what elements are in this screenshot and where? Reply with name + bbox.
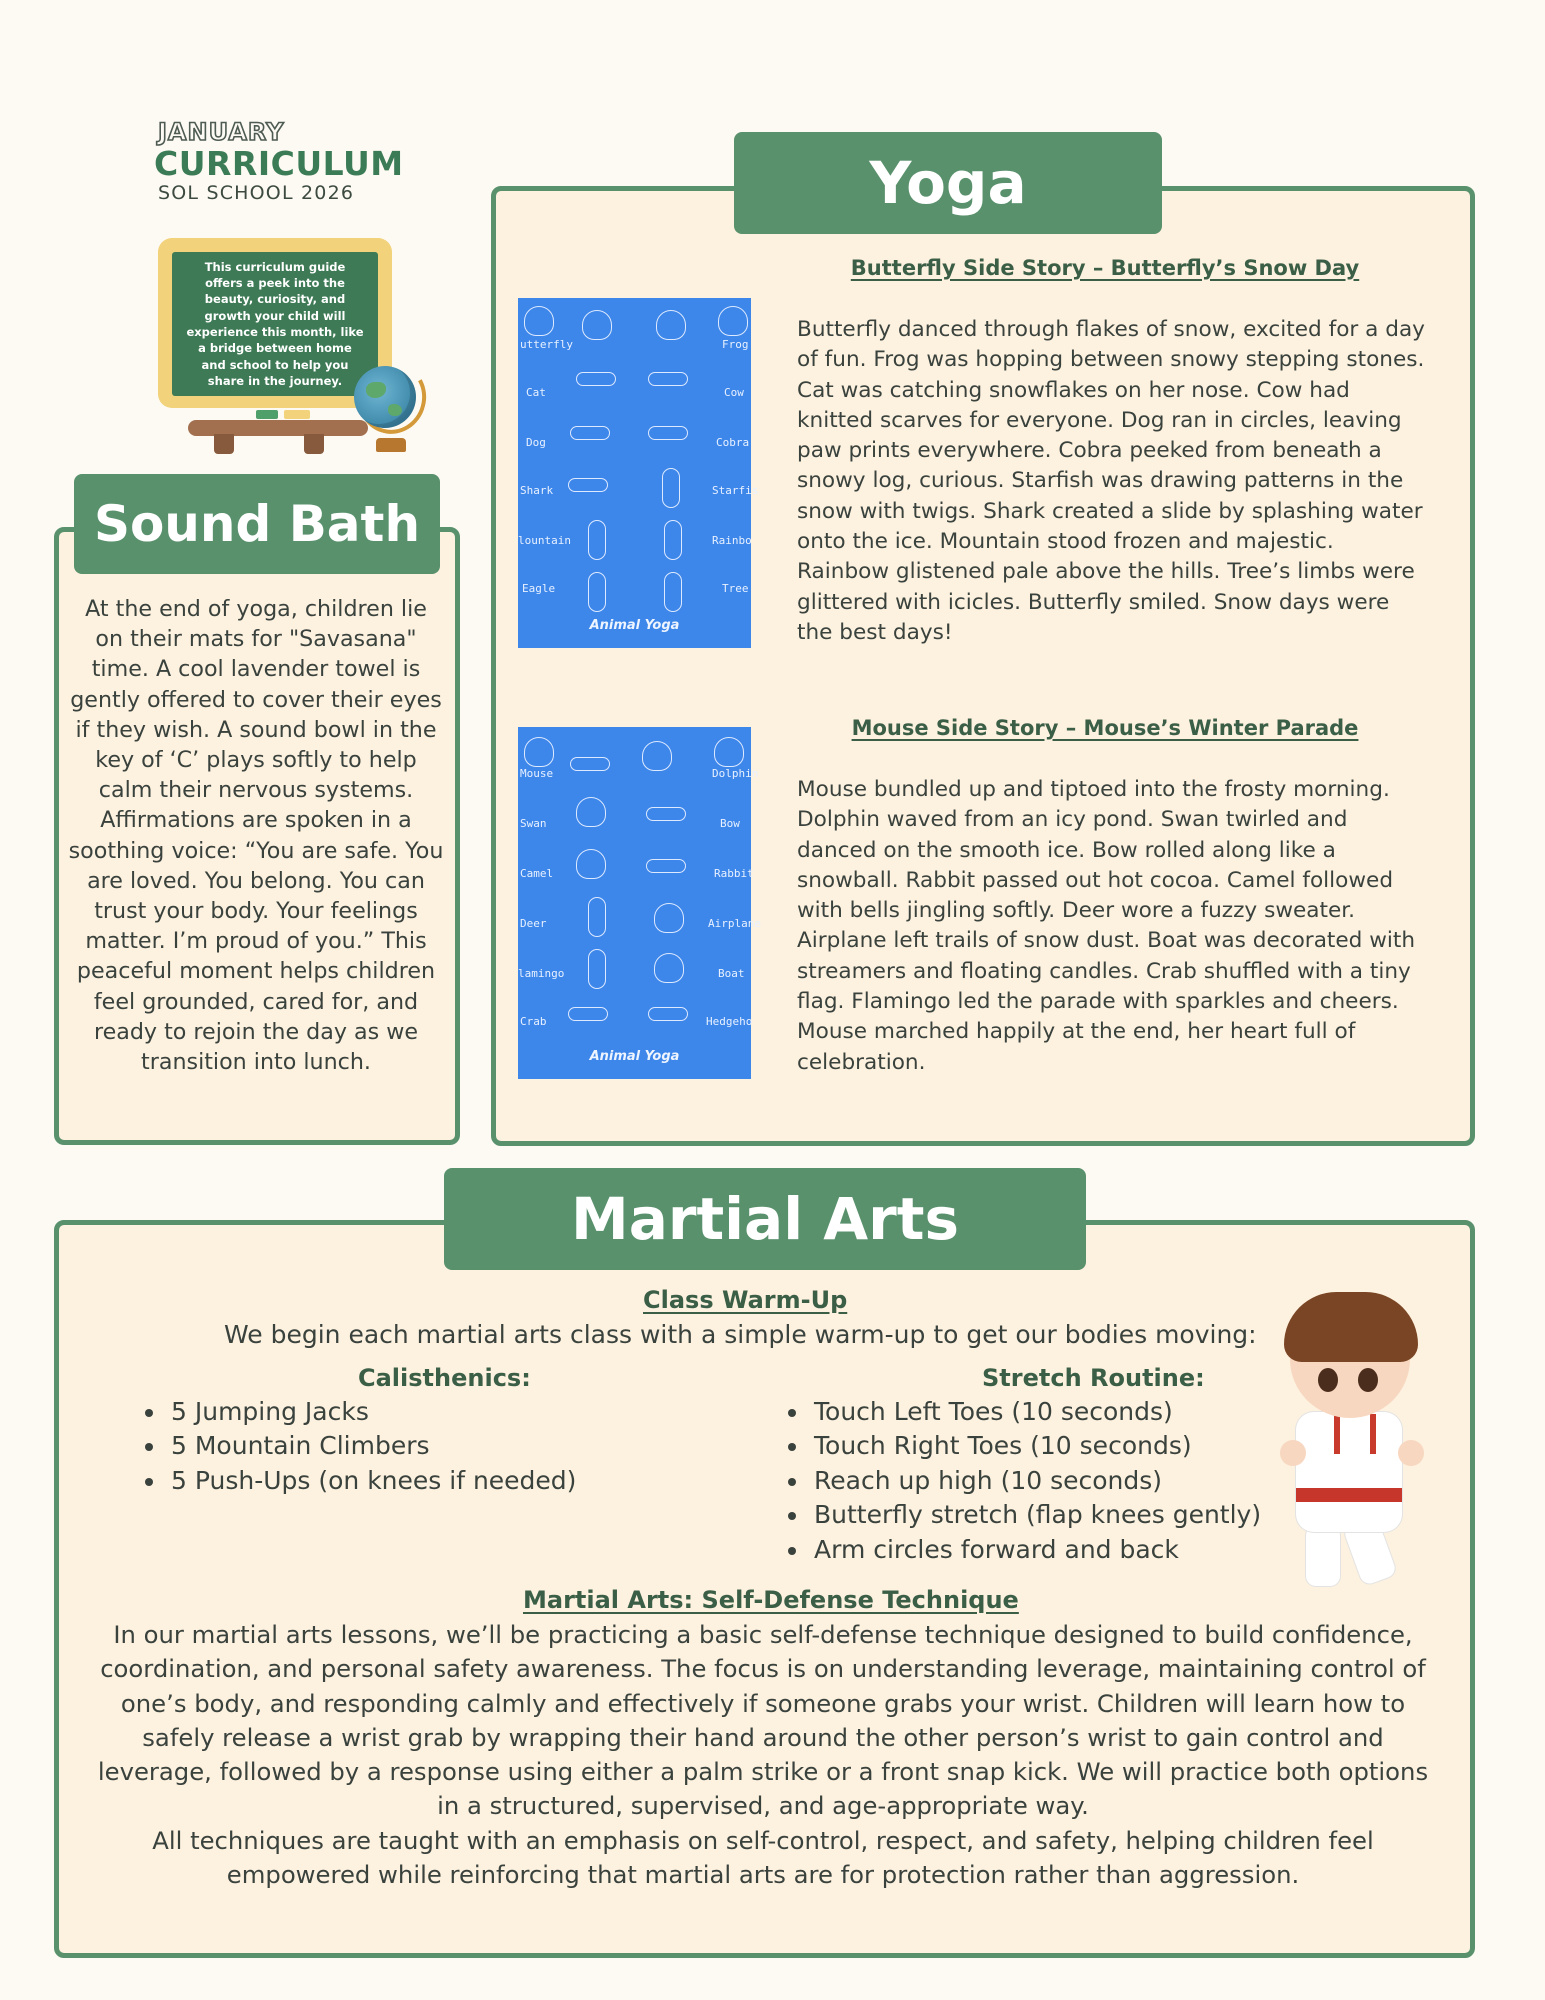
pose-figure-icon <box>576 849 606 879</box>
warmup-title: Class Warm-Up <box>643 1286 848 1314</box>
animal-yoga-poster-1 <box>518 298 759 648</box>
pose-figure-icon <box>570 757 610 771</box>
chalk-icon <box>256 410 278 419</box>
pose-figure-icon <box>568 1007 608 1021</box>
pose-figure-icon <box>568 478 608 492</box>
pose-label: Rabbit <box>714 867 754 880</box>
karate-kid-eye <box>1318 1368 1338 1392</box>
pose-figure-icon <box>582 310 612 340</box>
calisthenics-list <box>131 1395 576 1498</box>
pose-figure-icon <box>656 310 686 340</box>
mouse-story-title: Mouse Side Story – Mouse’s Winter Parade <box>851 716 1359 740</box>
poster-title: Animal Yoga <box>589 1049 680 1064</box>
selfdefense-text <box>88 1618 1438 1892</box>
pose-figure-icon <box>648 1007 688 1021</box>
pose-label: Dog <box>526 436 546 449</box>
chalkboard-text: This curriculum guide offers a peek into the beauty, curiosity, and growth your child will experience this month, like a bridge between home and school to help you share in the journey. <box>186 259 364 388</box>
pose-label: Swan <box>520 817 547 830</box>
karate-belt-icon <box>1296 1488 1402 1502</box>
karate-kid-fist <box>1398 1440 1424 1466</box>
pose-label: Cat <box>526 386 546 399</box>
butterfly-story-title: Butterfly Side Story – Butterfly’s Snow Day <box>850 256 1360 280</box>
list-item: • Touch Right Toes (10 seconds) <box>810 1429 1261 1463</box>
pose-label: Camel <box>520 867 554 880</box>
pose-figure-icon <box>588 897 606 937</box>
dolphin-pose-icon <box>714 737 744 767</box>
selfdefense-paragraph: All techniques are taught with an emphasis on self-control, respect, and safety, helping children feel empowered while reinforcing that martial arts are for protection rather than aggression. <box>152 1825 1374 1890</box>
pose-label: Frog <box>722 338 749 351</box>
globe-land <box>388 404 402 416</box>
list-item: • 5 Jumping Jacks <box>167 1395 576 1429</box>
karate-kid-eye <box>1358 1368 1378 1392</box>
pose-label: lamingo <box>518 967 565 980</box>
pose-label: Mouse <box>520 767 554 780</box>
mouse-pose-icon <box>524 737 554 767</box>
butterfly-pose-icon <box>524 306 554 336</box>
pose-label: lountain <box>518 534 571 547</box>
list-item: • 5 Mountain Climbers <box>167 1429 576 1463</box>
pose-figure-icon <box>646 807 686 821</box>
stretch-list <box>774 1395 1261 1567</box>
pose-figure-icon <box>576 797 606 827</box>
pose-figure-icon <box>646 859 686 873</box>
chalkboard <box>172 252 378 396</box>
martial-arts-title: Martial Arts <box>444 1168 1086 1270</box>
header-title: CURRICULUM <box>154 144 404 183</box>
pose-label: Deer <box>520 917 547 930</box>
header-month: JANUARY <box>158 118 285 146</box>
pose-label: Dolphin <box>712 767 759 780</box>
butterfly-story-text: Butterfly danced through flakes of snow, excited for a day of fun. Frog was hopping between snowy stepping stones. Cat was catching snowflakes on her nose. Cow had knitted scarves for everyone. Dog ran in circles, leaving paw prints everywhere. Cobra peeked from beneath a snowy log, curious. Starfish was drawing patterns in the snow with twigs. Shark created a slide by splashing water onto the ice. Mountain stood frozen and majestic. Rainbow glistened pale above the hills. Tree’s limbs were glittered with icicles. Butterfly smiled. Snow days were the best days! <box>797 317 1425 645</box>
poster-title: Animal Yoga <box>589 618 680 633</box>
pose-label: Rainbo <box>712 534 752 547</box>
pose-label: Boat <box>718 967 745 980</box>
chalkboard-leg <box>214 434 234 454</box>
chalkboard-leg <box>304 434 324 454</box>
pose-figure-icon <box>570 426 610 440</box>
yoga-title: Yoga <box>734 132 1162 234</box>
pose-figure-icon <box>588 520 606 560</box>
pose-label: Bow <box>720 817 740 830</box>
pose-figure-icon <box>588 572 606 612</box>
globe-icon <box>354 366 416 428</box>
calisthenics-title: Calisthenics: <box>358 1364 531 1392</box>
pose-figure-icon <box>654 903 684 933</box>
karate-kid-fist <box>1280 1440 1306 1466</box>
pose-label: Cobra <box>716 436 750 449</box>
pose-label: Airplane <box>708 917 761 930</box>
stretch-title: Stretch Routine: <box>982 1364 1205 1392</box>
pose-label: Tree <box>722 582 749 595</box>
karate-kid-leg <box>1306 1526 1340 1586</box>
eraser-icon <box>284 410 310 419</box>
karate-kid-hair <box>1284 1292 1418 1362</box>
pose-figure-icon <box>648 372 688 386</box>
mouse-story-text: Mouse bundled up and tiptoed into the frosty morning. Dolphin waved from an icy pond. Swan twirled and danced on the smooth ice. Bow rolled along like a snowball. Rabbit passed out hot cocoa. Camel followed with bells jingling softly. Deer wore a fuzzy sweater. Airplane left trails of snow dust. Boat was decorated with streamers and floating candles. Crab shuffled with a tiny flag. Flamingo led the parade with sparkles and cheers. Mouse marched happily at the end, her heart full of celebration. <box>797 777 1416 1075</box>
list-item: • Touch Left Toes (10 seconds) <box>810 1395 1261 1429</box>
globe-base <box>376 438 406 452</box>
pose-label: Eagle <box>522 582 556 595</box>
pose-label: Crab <box>520 1015 547 1028</box>
list-item: • Arm circles forward and back <box>810 1533 1261 1567</box>
frog-pose-icon <box>718 306 748 336</box>
pose-figure-icon <box>642 741 672 771</box>
pose-figure-icon <box>664 572 682 612</box>
pose-label: Hedgeho <box>706 1015 753 1028</box>
selfdefense-paragraph: In our martial arts lessons, we’ll be practicing a basic self-defense technique designed to build confidence, coordination, and personal safety awareness. The focus is on understanding leverage, maintaining control of one’s body, and responding calmly and effectively if someone grabs your wrist. Children will learn how to safely release a wrist grab by wrapping their hand around the other person’s wrist to gain control and leverage, followed by a response using either a palm strike or a front snap kick. We will practice both options in a structured, supervised, and age-appropriate way. <box>97 1620 1429 1821</box>
sound-bath-title: Sound Bath <box>74 474 440 574</box>
karate-kid-collar <box>1334 1414 1376 1454</box>
list-item: • Butterfly stretch (flap knees gently) <box>810 1498 1261 1532</box>
pose-figure-icon <box>576 372 616 386</box>
warmup-intro: We begin each martial arts class with a simple warm-up to get our bodies moving: <box>224 1320 1257 1349</box>
pose-label: Cow <box>724 386 744 399</box>
pose-figure-icon <box>648 426 688 440</box>
pose-figure-icon <box>664 520 682 560</box>
pose-label: Starfis <box>712 484 759 497</box>
list-item: • 5 Push-Ups (on knees if needed) <box>167 1464 576 1498</box>
pose-label: Shark <box>520 484 554 497</box>
sound-bath-text: At the end of yoga, children lie on their mats for "Savasana" time. A cool lavender towel is gently offered to cover their eyes if they wish. A sound bowl in the key of ‘C’ plays softly to help calm their nervous systems. Affirmations are spoken in a soothing voice: “You are safe. You are loved. You belong. You can trust your body. Your feelings matter. I’m proud of you.” This peaceful moment helps children feel grounded, cared for, and ready to rejoin the day as we transition into lunch. <box>68 596 444 1076</box>
pose-figure-icon <box>662 468 680 508</box>
animal-yoga-poster-2 <box>518 727 761 1079</box>
pose-label: utterfly <box>520 338 573 351</box>
pose-figure-icon <box>588 949 606 989</box>
header-school: SOL SCHOOL 2026 <box>158 182 355 204</box>
list-item: • Reach up high (10 seconds) <box>810 1464 1261 1498</box>
pose-figure-icon <box>654 953 684 983</box>
selfdefense-title: Martial Arts: Self-Defense Technique <box>523 1586 1019 1614</box>
